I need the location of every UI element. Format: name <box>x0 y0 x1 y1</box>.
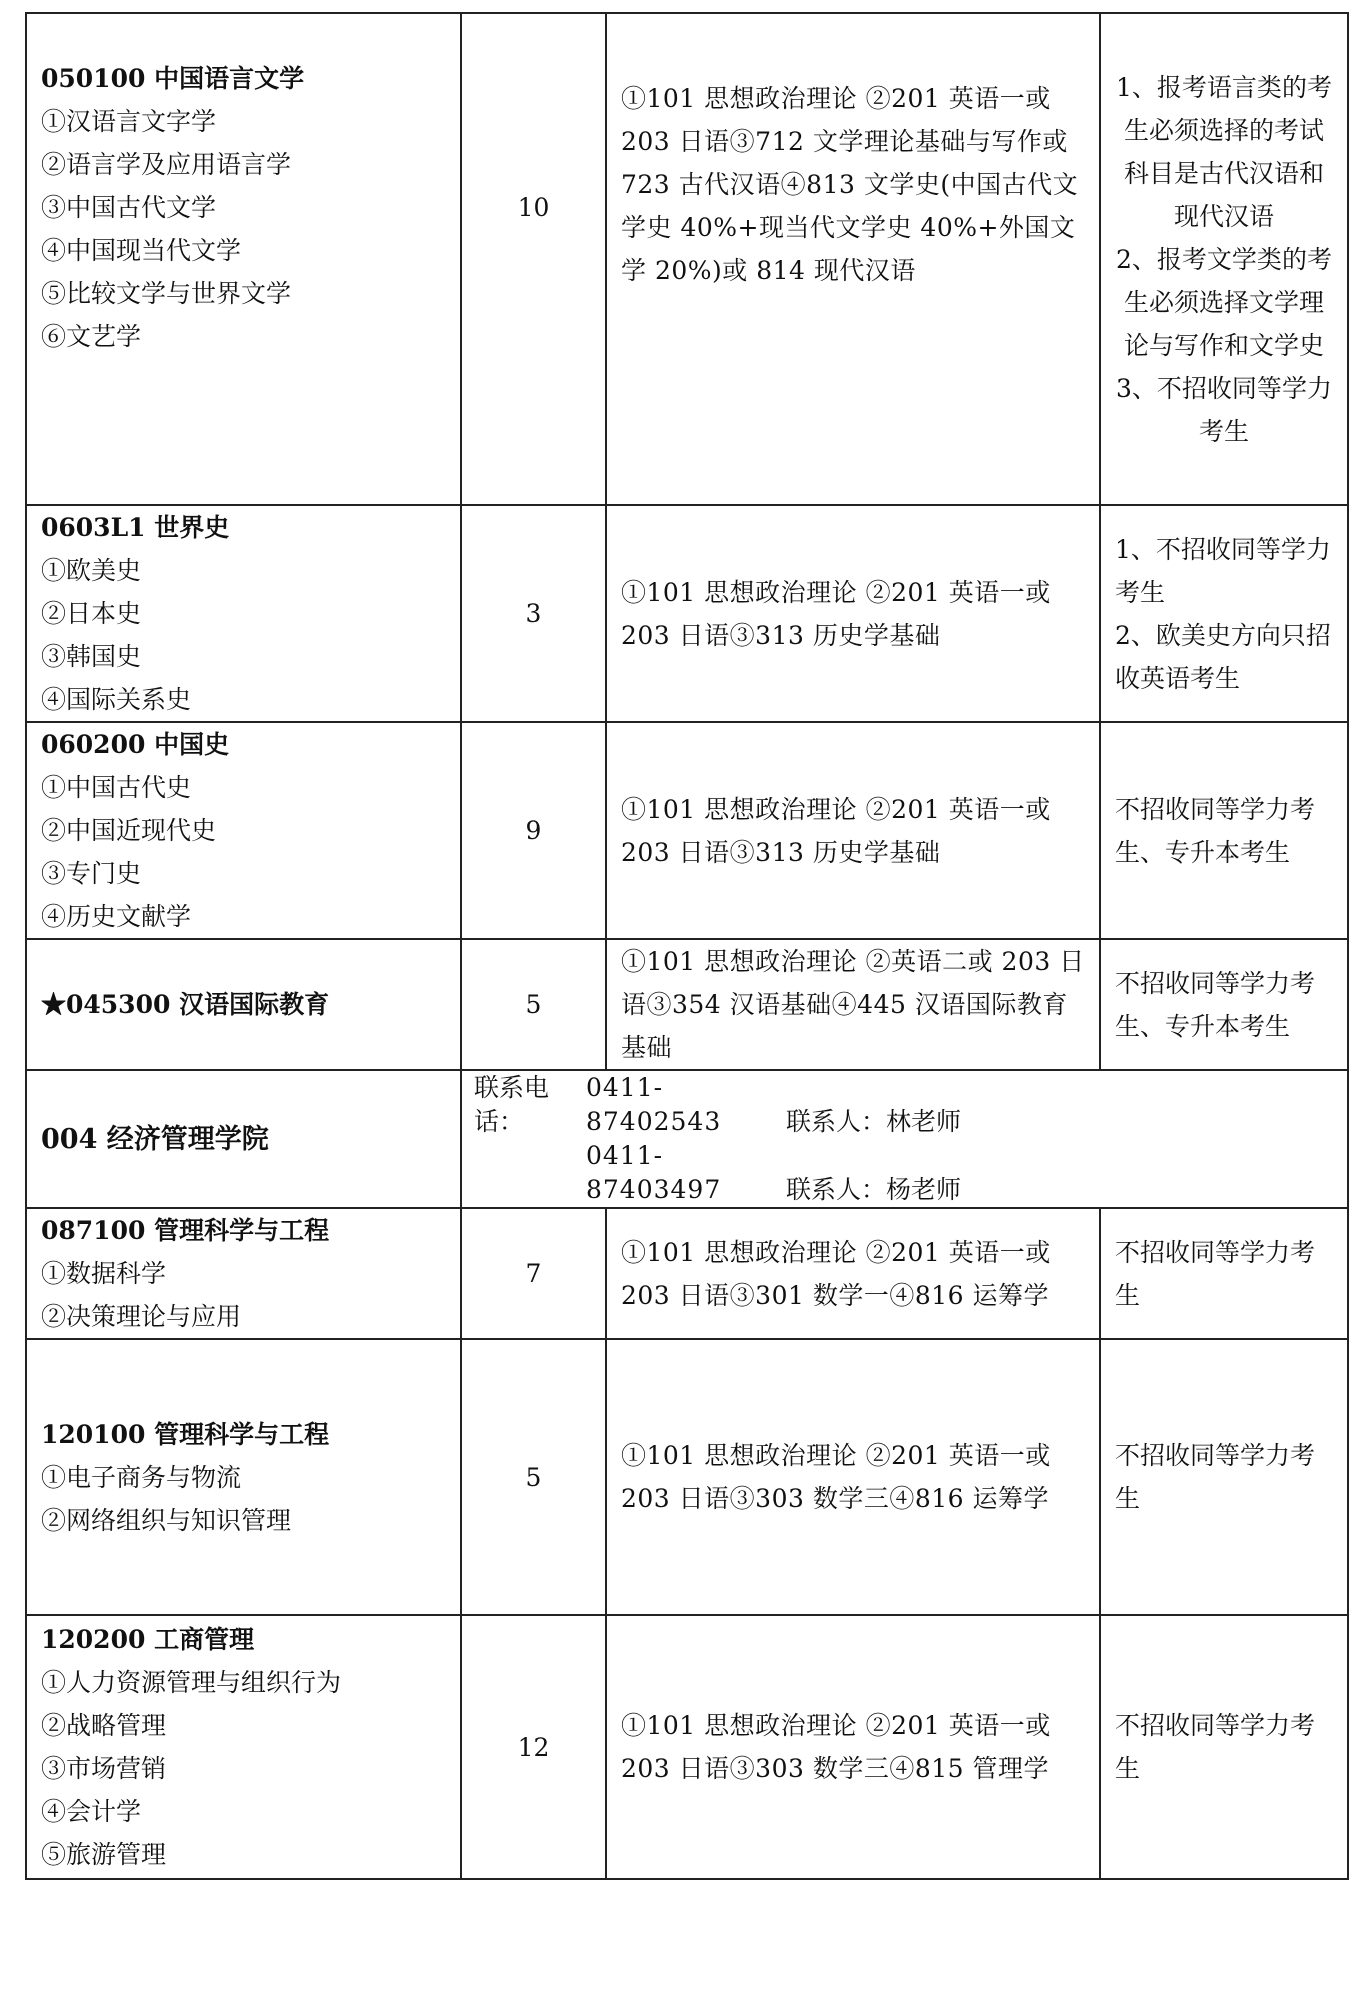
major-title: 120100 管理科学与工程 <box>41 1419 330 1449</box>
direction-item: ⑤比较文学与世界文学 <box>41 278 292 308</box>
major-title: 120200 工商管理 <box>41 1625 255 1654</box>
major-title: 060200 中国史 <box>41 730 230 759</box>
enrollment-count: 9 <box>461 722 606 939</box>
enrollment-count: 10 <box>461 13 606 505</box>
notes-cell <box>1100 1339 1348 1615</box>
note-item: 不招收同等学力考生、专升本考生 <box>1115 794 1316 867</box>
direction-item: ④历史文献学 <box>41 902 192 931</box>
notes-cell <box>1100 1615 1348 1879</box>
table-row <box>26 1339 1348 1615</box>
direction-item: ①欧美史 <box>41 556 142 585</box>
direction-item: ①电子商务与物流 <box>41 1462 242 1492</box>
enrollment-count: 3 <box>461 505 606 722</box>
department-name <box>26 1070 461 1208</box>
contact-line <box>474 1139 1333 1207</box>
major-cell <box>26 1615 461 1879</box>
note-item: 1、不招收同等学力考生 <box>1115 534 1331 607</box>
table-row <box>26 939 1348 1070</box>
major-cell <box>26 13 461 505</box>
table-row <box>26 505 1348 722</box>
department-row <box>26 1070 1348 1208</box>
contact-phone: 0411-87402543 <box>586 1073 722 1136</box>
note-item: 不招收同等学力考生 <box>1115 1711 1316 1783</box>
major-title: 087100 管理科学与工程 <box>41 1216 330 1245</box>
notes-cell <box>1100 939 1348 1070</box>
direction-item: ③专门史 <box>41 859 142 888</box>
note-item: 1、报考语言类的考生必须选择的考试科目是古代汉语和现代汉语 <box>1116 72 1332 231</box>
table-row <box>26 1615 1348 1879</box>
contact-phone: 0411-87403497 <box>586 1141 722 1204</box>
direction-item: ③市场营销 <box>41 1754 167 1783</box>
contact-line <box>474 1071 1333 1139</box>
table-row <box>26 13 1348 505</box>
direction-item: ②决策理论与应用 <box>41 1302 242 1331</box>
note-item: 2、欧美史方向只招收英语考生 <box>1115 620 1331 693</box>
notes-cell <box>1100 722 1348 939</box>
direction-item: ④国际关系史 <box>41 685 192 714</box>
note-item: 3、不招收同等学力考生 <box>1116 373 1332 446</box>
department-contacts <box>461 1070 1348 1208</box>
direction-item: ③中国古代文学 <box>41 192 217 222</box>
major-title: 050100 中国语言文学 <box>41 63 305 93</box>
note-item: 不招收同等学力考生 <box>1115 1237 1316 1310</box>
major-cell <box>26 1208 461 1339</box>
direction-item: ⑥文艺学 <box>41 321 142 351</box>
notes-cell <box>1100 505 1348 722</box>
direction-item: ①汉语言文字学 <box>41 106 217 136</box>
exam-subjects: ①101 思想政治理论 ②英语二或 203 日语③354 汉语基础④445 汉语国际教育基础 <box>606 939 1100 1070</box>
major-title: 0603L1 世界史 <box>41 513 230 542</box>
enrollment-count: 12 <box>461 1615 606 1879</box>
major-cell <box>26 722 461 939</box>
major-cell <box>26 1339 461 1615</box>
major-title: ★045300 汉语国际教育 <box>41 990 330 1019</box>
note-item: 不招收同等学力考生 <box>1115 1441 1316 1513</box>
enrollment-count: 7 <box>461 1208 606 1339</box>
table-row <box>26 722 1348 939</box>
direction-item: ②日本史 <box>41 599 142 628</box>
direction-item: ②语言学及应用语言学 <box>41 149 292 179</box>
direction-item: ③韩国史 <box>41 642 142 671</box>
direction-item: ②网络组织与知识管理 <box>41 1505 292 1535</box>
direction-item: ⑤旅游管理 <box>41 1840 167 1869</box>
exam-subjects: ①101 思想政治理论 ②201 英语一或203 日语③712 文学理论基础与写作或 723 古代汉语④813 文学史(中国古代文学史 40%+现当代文学史 40%+外国文学 20%)或 814 现代汉语 <box>606 13 1100 505</box>
admissions-table <box>25 12 1349 1880</box>
major-cell <box>26 505 461 722</box>
direction-item: ②战略管理 <box>41 1711 167 1740</box>
table-row <box>26 1208 1348 1339</box>
contact-person: 联系人：杨老师 <box>786 1175 962 1204</box>
note-item: 不招收同等学力考生、专升本考生 <box>1115 968 1316 1041</box>
department-title: 004 经济管理学院 <box>41 1123 269 1155</box>
direction-item: ④会计学 <box>41 1797 142 1826</box>
direction-item: ④中国现当代文学 <box>41 235 242 265</box>
major-cell <box>26 939 461 1070</box>
enrollment-count: 5 <box>461 1339 606 1615</box>
contact-person: 联系人：林老师 <box>786 1107 962 1136</box>
exam-subjects: ①101 思想政治理论 ②201 英语一或203 日语③313 历史学基础 <box>606 722 1100 939</box>
direction-item: ①数据科学 <box>41 1259 167 1288</box>
contact-label: 联系电话： <box>474 1073 550 1136</box>
exam-subjects: ①101 思想政治理论 ②201 英语一或203 日语③303 数学三④816 运筹学 <box>606 1339 1100 1615</box>
direction-item: ①中国古代史 <box>41 773 192 802</box>
notes-cell <box>1100 1208 1348 1339</box>
notes-cell <box>1100 13 1348 505</box>
note-item: 2、报考文学类的考生必须选择文学理论与写作和文学史 <box>1116 244 1332 360</box>
exam-subjects: ①101 思想政治理论 ②201 英语一或203 日语③301 数学一④816 运筹学 <box>606 1208 1100 1339</box>
direction-item: ①人力资源管理与组织行为 <box>41 1668 342 1697</box>
exam-subjects: ①101 思想政治理论 ②201 英语一或203 日语③313 历史学基础 <box>606 505 1100 722</box>
direction-item: ②中国近现代史 <box>41 816 217 845</box>
enrollment-count: 5 <box>461 939 606 1070</box>
exam-subjects: ①101 思想政治理论 ②201 英语一或203 日语③303 数学三④815 管理学 <box>606 1615 1100 1879</box>
